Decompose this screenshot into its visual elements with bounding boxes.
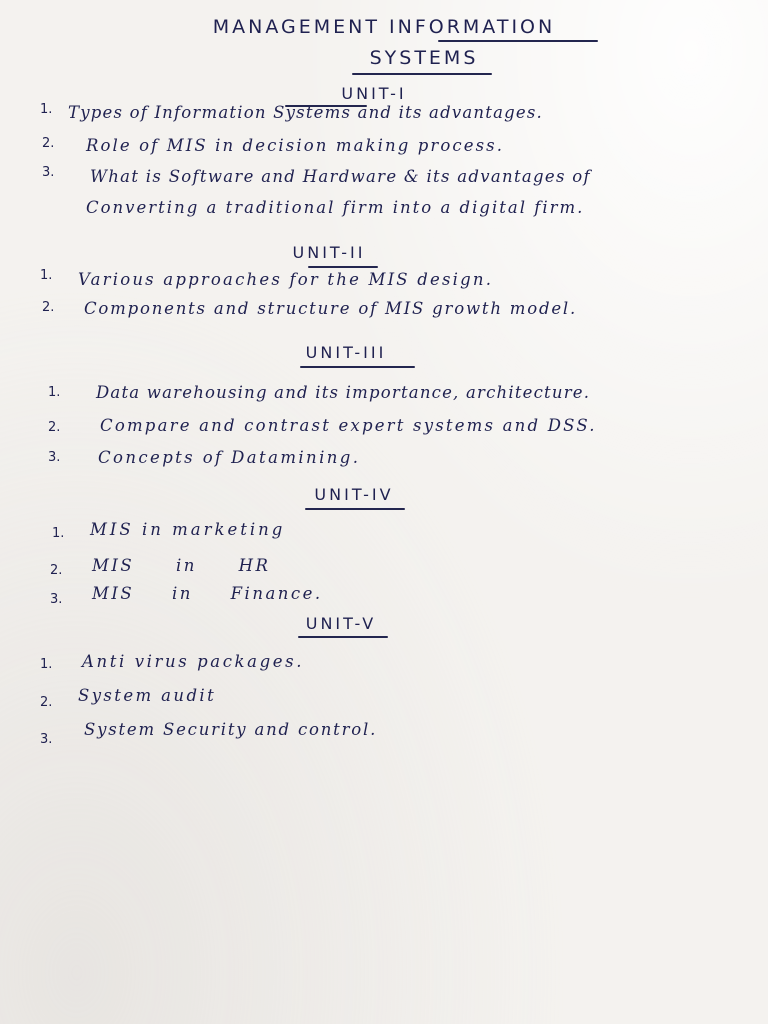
unit-3-item-2-text: Compare and contrast expert systems and DSS. — [100, 416, 597, 435]
unit-2-underline — [308, 266, 378, 268]
unit-1-item-2-text: Role of MIS in decision making process. — [86, 136, 505, 155]
unit-5-heading: UNIT-V — [305, 614, 377, 633]
unit-4-heading: UNIT-IV — [314, 485, 394, 504]
title-underline-1 — [438, 40, 598, 42]
unit-4-item-1-number: 1. — [52, 526, 65, 541]
unit-4-item-2-number: 2. — [50, 563, 63, 578]
unit-1-item-2-number: 2. — [42, 136, 55, 151]
unit-2-item-2-text: Components and structure of MIS growth model. — [84, 299, 578, 318]
unit-2-item-1-number: 1. — [40, 268, 53, 283]
unit-2-heading: UNIT-II — [292, 243, 366, 262]
page-title-line1: MANAGEMENT INFORMATION — [212, 16, 556, 38]
unit-5-item-3-text: System Security and control. — [84, 720, 378, 739]
unit-4-underline — [305, 508, 405, 510]
unit-4-item-2-text: MIS in HR — [92, 556, 271, 575]
unit-5-item-3-number: 3. — [40, 732, 53, 747]
unit-2-item-1-text: Various approaches for the MIS design. — [78, 270, 494, 289]
unit-1-item-4-text: Converting a traditional firm into a digital firm. — [86, 198, 585, 217]
unit-4-item-1-text: MIS in marketing — [90, 520, 286, 539]
unit-1-item-3-number: 3. — [42, 165, 55, 180]
unit-3-item-1-number: 1. — [48, 385, 61, 400]
title-underline-2 — [352, 73, 492, 75]
unit-3-underline — [300, 366, 415, 368]
unit-3-heading: UNIT-III — [305, 343, 387, 362]
unit-1-heading: UNIT-I — [341, 84, 407, 103]
unit-1-item-1-number: 1. — [40, 102, 53, 117]
unit-1-item-3-text: What is Software and Hardware & its advantages of — [90, 167, 591, 186]
unit-3-item-2-number: 2. — [48, 420, 61, 435]
page-title-line2: SYSTEMS — [369, 47, 479, 69]
unit-3-item-1-text: Data warehousing and its importance, architecture. — [96, 383, 591, 402]
unit-5-underline — [298, 636, 388, 638]
unit-5-item-2-number: 2. — [40, 695, 53, 710]
unit-5-item-1-text: Anti virus packages. — [82, 652, 305, 671]
unit-5-item-2-text: System audit — [78, 686, 217, 705]
unit-5-item-1-number: 1. — [40, 657, 53, 672]
unit-4-item-3-number: 3. — [50, 592, 63, 607]
unit-1-item-1-text: Types of Information Systems and its advantages. — [68, 103, 543, 122]
unit-4-item-3-text: MIS in Finance. — [92, 584, 323, 603]
unit-3-item-3-number: 3. — [48, 450, 61, 465]
unit-3-item-3-text: Concepts of Datamining. — [98, 448, 361, 467]
unit-2-item-2-number: 2. — [42, 300, 55, 315]
